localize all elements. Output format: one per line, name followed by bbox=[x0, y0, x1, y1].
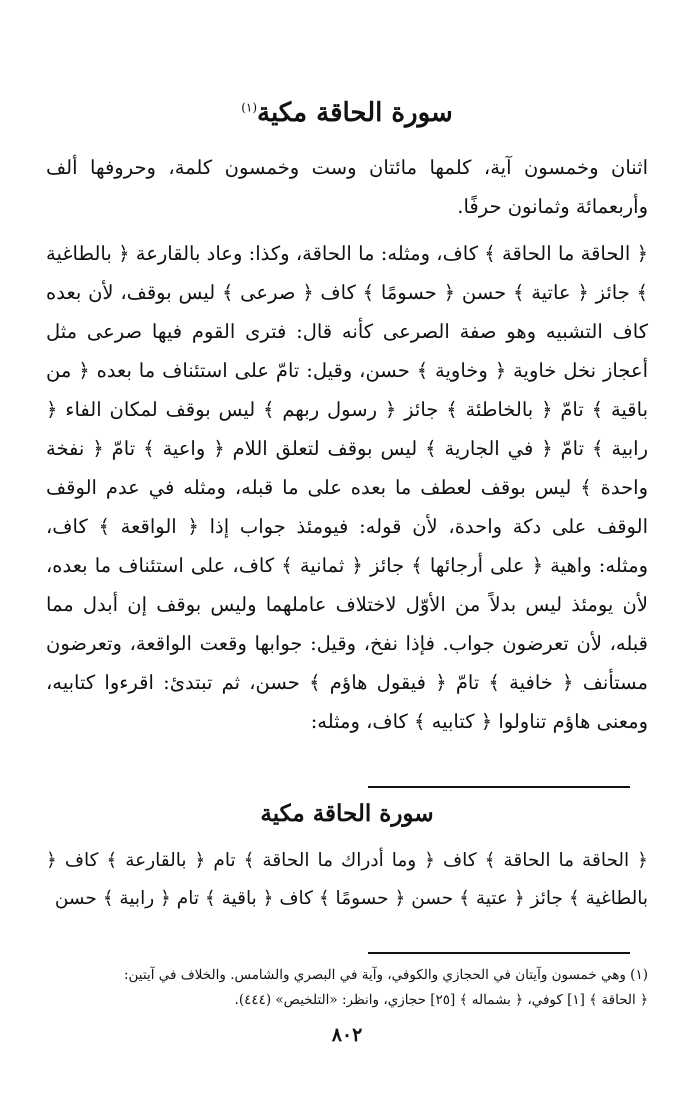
second-section-title: سورة الحاقة مكية bbox=[260, 800, 434, 827]
paragraph-verse-count: اثنان وخمسون آية، كلمها مائتان وست وخمسون كلمة، وحروفها ألف وأربعمائة وثمانون حرفًا. bbox=[46, 156, 648, 218]
paragraph-waqf-notes: ﴿ الحاقة ما الحاقة ﴾ كاف، ومثله: ما الحاقة، وكذا: وعاد بالقارعة ﴿ بالطاغية ﴾ جائز ﴿ عاتية ﴾ حسن ﴿ حسومًا ﴾ كاف ﴿ صرعى ﴾ ليس بوقف، لأن بعده كاف التشبيه وهو صفة الصرعى كأنه قال: فترى القوم فيها صرعى مثل أعجاز نخل خاوية ﴿ وخاوية ﴾ حسن، وقيل: تامّ على استئناف ما بعده ﴿ من باقية ﴾ تامّ ﴿ بالخاطئة ﴾ جائز ﴿ رسول ربهم ﴾ ليس بوقف لمكان الفاء ﴿ رابية ﴾ تامّ ﴿ في الجارية ﴾ ليس بوقف لتعلق اللام ﴿ واعية ﴾ تامّ ﴿ نفخة واحدة ﴾ ليس بوقف لعطف ما بعده على ما قبله، ومثله في عدم الوقف الوقف على دكة واحدة، لأن قوله: فيومئذ جواب إذا ﴿ الواقعة ﴾ كاف، ومثله: واهية ﴿ على أرجائها ﴾ جائز ﴿ ثمانية ﴾ كاف، على استئناف ما بعده، لأن يومئذ ليس بدلاً من الأوّل لاختلاف عاملهما وليس بوقف إن أبدل مما قبله، لأن تعرضون جواب. فإذا نفخ، وقيل: جوابها وقعت الواقعة، وتعرضون مستأنف ﴿ خافية ﴾ تامّ ﴿ فيقول هاؤم ﴾ حسن، ثم تبتدئ: اقرءوا كتابيه، ومعنى هاؤم تناولوا ﴿ كتابيه ﴾ كاف، ومثله: bbox=[46, 242, 648, 733]
surah-title-text: سورة الحاقة مكية bbox=[257, 98, 453, 128]
surah-title bbox=[0, 98, 694, 128]
footnote-marker[interactable]: (١) bbox=[241, 100, 258, 115]
commentary-body bbox=[46, 148, 648, 741]
page-number: ٨٠٢ bbox=[331, 1024, 363, 1046]
second-section-body: ﴿ الحاقة ما الحاقة ﴾ كاف ﴿ وما أدراك ما الحاقة ﴾ تام ﴿ بالقارعة ﴾ كاف ﴿ بالطاغية ﴾ جائز ﴿ عتية ﴾ حسن ﴿ حسومًا ﴾ كاف ﴿ باقية ﴾ تام ﴿ رابية ﴾ حسن bbox=[46, 850, 648, 909]
section-divider bbox=[368, 786, 630, 788]
footnote-line: (١) وهي خمسون وآيتان في الحجازي والكوفي، وآية في البصري والشامس. والخلاف في آيتين: bbox=[123, 967, 648, 983]
footnotes bbox=[46, 963, 648, 1013]
footnote-line: ﴿ الحاقة ﴾ [١] كوفي، ﴿ بشماله ﴾ [٢٥] حجازي، وانظر: «التلخيص» (٤٤٤). bbox=[234, 992, 648, 1008]
footnote-divider bbox=[368, 952, 630, 954]
